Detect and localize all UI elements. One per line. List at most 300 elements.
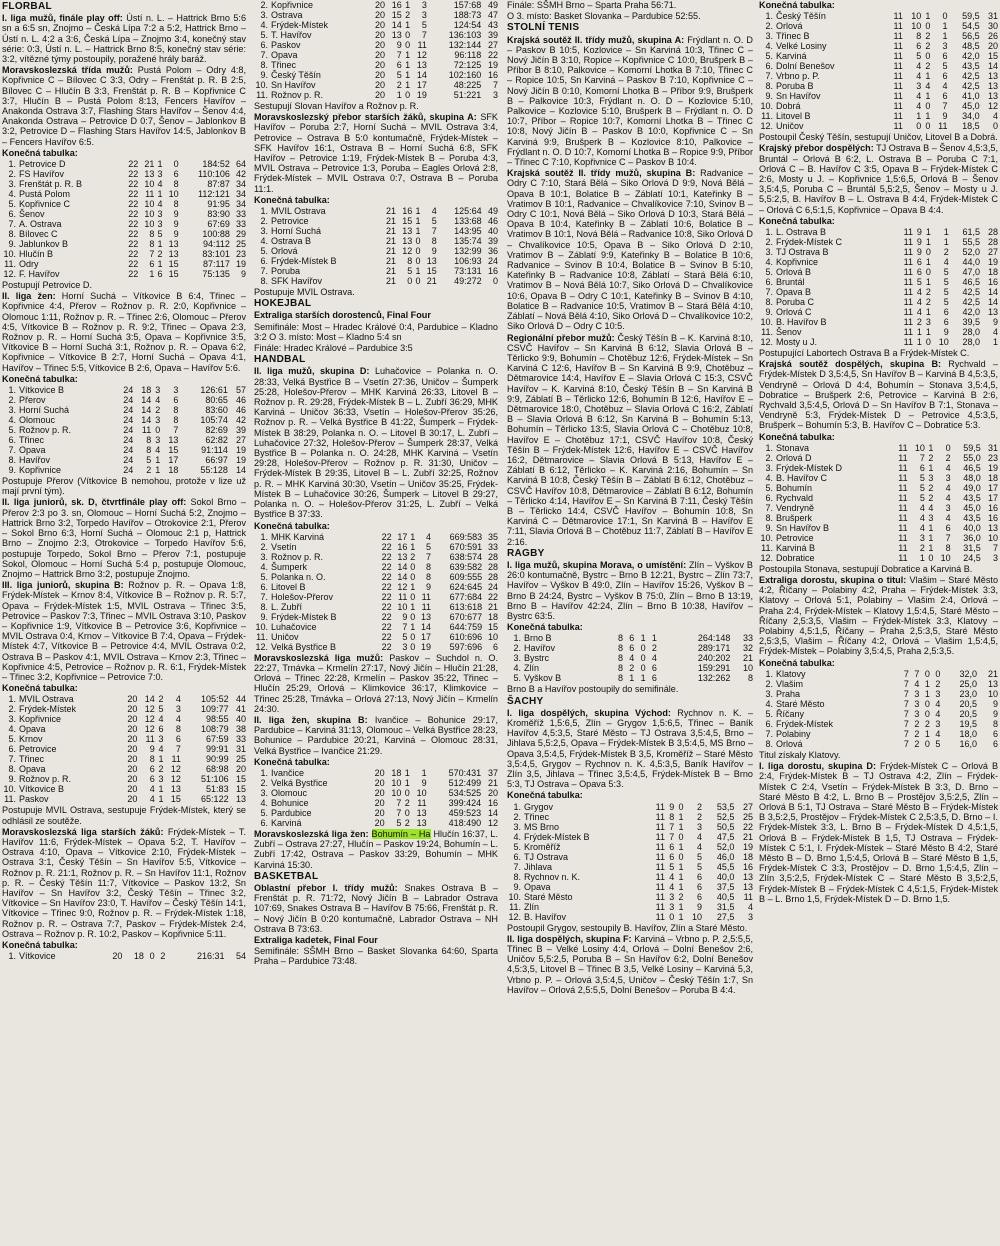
- stat-cell: 11: [903, 307, 913, 318]
- team-name: Bílovec C: [19, 229, 58, 240]
- stat-cell: 639:582: [449, 561, 483, 572]
- stat-cell: 22: [128, 229, 139, 240]
- stat-cell: 2: [935, 678, 941, 689]
- result-paragraph: [2, 476, 246, 496]
- stat-cell: 11: [893, 81, 903, 92]
- stat-cell: 33: [487, 541, 498, 552]
- team-name: Velká Bystřice: [271, 777, 328, 788]
- team-name: Krnov: [19, 734, 43, 745]
- standings-table: [759, 11, 998, 131]
- stat-cell: 5: [916, 277, 922, 288]
- stat-cell: 7: [903, 698, 909, 709]
- stat-cell: 570:431: [448, 767, 482, 778]
- team-name: Kopřivnice: [776, 257, 819, 268]
- rank: 4.: [513, 663, 521, 674]
- stat-cell: 16,0: [959, 738, 978, 749]
- stat-cell: 10: [168, 189, 179, 200]
- standings-row: [507, 902, 753, 912]
- stat-cell: 6: [396, 60, 402, 70]
- stat-cell: 0: [410, 631, 416, 642]
- rank: 10.: [3, 249, 16, 260]
- stat-cell: 20: [374, 817, 385, 828]
- team-name: Litovel B: [271, 581, 306, 592]
- rank: 8.: [260, 601, 268, 612]
- table-heading: [759, 432, 998, 442]
- stat-cell: 11: [893, 31, 903, 42]
- results-text: Postoupil Grygov, sestoupily B. Havířov, Zlín a Staré Město.: [507, 922, 748, 933]
- stat-cell: 55,0: [963, 452, 981, 463]
- stat-cell: 0: [925, 267, 931, 278]
- stat-cell: 8: [425, 561, 431, 572]
- stat-cell: 7: [425, 551, 431, 562]
- stat-cell: 3: [928, 512, 934, 523]
- stat-cell: 1: [928, 462, 934, 473]
- result-paragraph: [2, 13, 246, 64]
- team-name: Přerov: [19, 395, 46, 406]
- rank: 1.: [765, 442, 773, 453]
- stat-cell: 0: [640, 663, 646, 674]
- stat-cell: 5: [396, 70, 402, 80]
- standings-row: [507, 822, 753, 832]
- team-name: Zlín: [524, 663, 540, 674]
- rank: 5.: [260, 807, 268, 818]
- team-name: Český Těšín: [271, 70, 321, 80]
- rank: 9.: [765, 91, 773, 102]
- stat-cell: 132:144: [448, 40, 482, 50]
- standings-row: [254, 552, 498, 562]
- standings-row: [507, 802, 753, 812]
- standings-row: [759, 51, 998, 61]
- result-paragraph: [254, 310, 498, 320]
- stat-cell: 6: [158, 724, 164, 735]
- stat-cell: 1: [410, 621, 416, 632]
- stat-cell: 4: [149, 784, 155, 795]
- stat-cell: 5: [425, 541, 431, 552]
- table-heading: [254, 757, 498, 767]
- stat-cell: 11: [903, 337, 913, 348]
- stat-cell: 13: [168, 249, 179, 260]
- stat-cell: 7: [431, 226, 437, 237]
- stat-cell: 8: [146, 435, 152, 446]
- section-heading: RAGBY: [507, 547, 545, 559]
- stat-cell: 670:591: [449, 541, 483, 552]
- standings-row: [759, 533, 998, 543]
- results-text: Rychvald – Frýdek-Místek D 3,5:4,5, Sn Havířov B – Karviná B 4,5:3,5, Vendryně – Orlová D 4:4, Bohumín – Stonava 3,5:4,5, Dobratice – Brušperk 2:6, Petrovice – Karviná B 2:6, Rychvald 3,5:4,5, Orlová D – Sn Havířov B 7:1, Stonava – Vendryně 5:3, Frýdek-Místek D – Petrovice 4,5:3,5, Brušperk – Bohumín 5:3, B. Havířov C – Dobratice 5:3.: [759, 359, 998, 431]
- stat-cell: 12: [416, 50, 427, 60]
- rank: 3.: [260, 10, 268, 20]
- stat-cell: 133:68: [454, 216, 482, 227]
- standings-row: [759, 111, 998, 121]
- stat-cell: 11: [898, 452, 908, 463]
- stat-cell: 14: [144, 694, 155, 705]
- stat-cell: 1: [410, 531, 416, 542]
- stat-cell: 0: [492, 276, 498, 287]
- stat-cell: 30: [987, 21, 998, 32]
- standings-row: [254, 622, 498, 632]
- stat-cell: 9: [916, 247, 922, 258]
- rank: 8.: [8, 764, 16, 775]
- stat-cell: 132:99: [454, 246, 482, 257]
- standings-row: [759, 277, 998, 287]
- team-name: Rožnov p. R.: [271, 551, 324, 562]
- stat-cell: 15: [168, 259, 179, 270]
- standings-row: [759, 553, 998, 563]
- result-paragraph: [507, 560, 753, 621]
- rank: 3.: [260, 787, 268, 798]
- stat-cell: 4: [928, 502, 934, 513]
- stat-cell: 0: [410, 611, 416, 622]
- stat-cell: 8: [916, 31, 922, 42]
- rank: 1.: [765, 11, 773, 22]
- stat-cell: 51:83: [206, 784, 229, 795]
- rank: 3.: [260, 551, 268, 562]
- stat-cell: 11: [655, 851, 665, 862]
- stat-cell: 59,5: [962, 11, 980, 22]
- stat-cell: 21: [487, 777, 498, 788]
- stat-cell: 3: [914, 688, 920, 699]
- result-paragraph: [759, 761, 998, 904]
- standings-table: [254, 532, 498, 652]
- stat-cell: 40,0: [963, 522, 981, 533]
- stat-cell: 10: [742, 663, 753, 674]
- stat-cell: 20: [375, 30, 386, 40]
- standings-row: [507, 832, 753, 842]
- stat-cell: 159:291: [697, 663, 731, 674]
- team-name: Vsetín: [271, 541, 297, 552]
- rank: 4.: [260, 20, 268, 30]
- stat-cell: 13: [987, 91, 998, 102]
- standings-row: [2, 435, 246, 445]
- standings-row: [254, 246, 498, 256]
- stat-cell: 4: [945, 512, 951, 523]
- standings-row: [2, 754, 246, 764]
- standings-row: [759, 483, 998, 493]
- stat-cell: 16: [987, 512, 998, 523]
- stat-cell: 0: [925, 247, 931, 258]
- result-paragraph: [759, 564, 998, 574]
- stat-cell: 22: [128, 259, 139, 270]
- rank: 1.: [8, 951, 16, 962]
- stat-cell: 37: [487, 767, 498, 778]
- stat-cell: 55:128: [200, 465, 228, 476]
- stat-cell: 12: [402, 246, 413, 257]
- rank: 11.: [256, 631, 268, 642]
- standings-row: [759, 101, 998, 111]
- stat-cell: 5: [669, 861, 675, 872]
- competition-title: Krajská soutěž II. třídy mužů, skupina A:: [507, 34, 685, 45]
- stat-cell: 1: [678, 811, 684, 822]
- competition-title: Extraliga kadetek, Final Four: [254, 934, 378, 945]
- stat-cell: 2: [158, 764, 164, 775]
- stat-cell: 6: [175, 734, 181, 745]
- stat-cell: 8: [149, 239, 155, 250]
- standings-row: [254, 642, 498, 652]
- rank: 4.: [8, 415, 16, 426]
- standings-row: [759, 61, 998, 71]
- stat-cell: 24: [123, 385, 134, 396]
- stat-cell: 4: [919, 502, 925, 513]
- competition-title: Moravskoslezský přebor starších žáků, skupina A:: [254, 112, 477, 123]
- stat-cell: 31: [987, 11, 998, 22]
- stat-cell: 4: [945, 482, 951, 493]
- stat-cell: 13: [397, 551, 408, 562]
- stat-cell: 13: [987, 522, 998, 533]
- results-text: Frýdek-Místek – T. Havířov 11:6, Frýdek-Místek – Opava 5:2, T. Havířov – Ostrava 4:10, Opava – Vítkovice 2:10, Frýdek-Místek – Ostrava 3:1, Český Těšín – Sn Havířov 5:5, Vítkovice – Rožnov p. R. 21:1, Rožnov p. R. – Sn Havířov 11:1, Rožnov p. R. – Český Těšín 11:7, Vítkovice – Paskov 13:2, Sn Havířov – Sn Havířov 3:2, Český Těšín – Třinec 3:2, Vítkovice – Sn Havířov 23:0, T. Havířov – Český Těšín 14:1, Vítkovice – Třinec 9:0, Rožnov p. R. – Frýdek-Místek 1:18, Rožnov p. R. – Ostrava 7:7, Paskov – Frýdek-Místek 2:4, Ostrava – Rožnov p. R. 10:2, Paskov – Kopřivnice 5:11.: [2, 826, 246, 939]
- stat-cell: 0: [410, 561, 416, 572]
- stat-cell: 54,5: [962, 21, 980, 32]
- stat-cell: 1: [415, 216, 421, 227]
- rank: 12.: [3, 269, 16, 280]
- results-text: Pustá Polom – Odry 4:8, Kopřivnice C – Bílovec C 3:3, Odry – Frenštát p. R. B 2:5, Bílovec C – Hlučín B 3:3, Frenštát p. R. B – Kopřivnice C 3:7, Hlučín B – Pustá Polom 8:13, Fencers Havířov – Anakonda Ostrava 3:7, Flashing Stars Havířov – Šenov 4:4, Anakonda Ostrava – Petrovice D 0:7, Šenov – Jablonkov B 3:2, Petrovice D – Flashing Stars Havířov 14:5, Jablonkov B – Fencers Havířov 6:5.: [2, 65, 246, 147]
- table-heading-text: Konečná tabulka:: [2, 147, 78, 158]
- rank: 5.: [765, 51, 773, 62]
- stat-cell: 24: [487, 256, 498, 267]
- stat-cell: 1: [415, 206, 421, 217]
- rank: 1.: [260, 767, 268, 778]
- stat-cell: 22: [128, 189, 139, 200]
- stat-cell: 3: [402, 641, 408, 652]
- stat-cell: 1: [396, 90, 402, 100]
- stat-cell: 4: [629, 653, 635, 664]
- stat-cell: 65:122: [201, 794, 229, 805]
- stat-cell: 20: [127, 734, 138, 745]
- stat-cell: 51:221: [453, 90, 482, 100]
- stat-cell: 15: [426, 266, 437, 277]
- stat-cell: 1: [678, 911, 684, 922]
- stat-cell: 11: [898, 442, 908, 453]
- stat-cell: 264:148: [697, 633, 731, 644]
- team-name: Ostrava B: [271, 236, 312, 247]
- result-paragraph: [254, 653, 498, 714]
- stat-cell: 13: [420, 611, 431, 622]
- stat-cell: 34: [235, 189, 246, 200]
- rank: 3.: [8, 405, 16, 416]
- stat-cell: 22: [128, 169, 139, 180]
- stat-cell: 3: [173, 385, 179, 396]
- stat-cell: 5: [421, 20, 427, 30]
- team-name: Orlová D: [776, 452, 812, 463]
- stat-cell: 22: [381, 581, 392, 592]
- standings-table: [759, 443, 998, 563]
- stat-cell: 6: [651, 663, 657, 674]
- stat-cell: 11: [893, 91, 903, 102]
- team-name: Rožnov p. R.: [19, 425, 72, 436]
- stat-cell: 49: [487, 0, 498, 10]
- stat-cell: 21: [385, 236, 396, 247]
- stat-cell: 5: [396, 817, 402, 828]
- team-name: Petrovice D: [19, 159, 66, 170]
- stat-cell: 11: [145, 734, 155, 745]
- stat-cell: 11: [898, 522, 908, 533]
- team-name: Frýdek-Místek B: [271, 256, 337, 267]
- team-name: Horní Suchá: [19, 405, 70, 416]
- standings-table: [254, 206, 498, 286]
- standings-row: [759, 247, 998, 257]
- stat-cell: 2: [404, 797, 410, 808]
- stat-cell: 40: [487, 226, 498, 237]
- stat-cell: 1: [405, 20, 411, 30]
- team-name: T. Havířov: [271, 30, 312, 40]
- stat-cell: 2: [697, 811, 703, 822]
- standings-row: [2, 455, 246, 465]
- standings-row: [254, 0, 498, 10]
- stat-cell: 11: [655, 811, 665, 822]
- standings-row: [2, 714, 246, 724]
- stat-cell: 20: [127, 774, 138, 785]
- team-name: Orlová: [271, 246, 298, 257]
- team-name: Frýdek-Místek B: [271, 611, 337, 622]
- competition-title: II. liga juniorů, sk. D, čtvrtfinále play off:: [2, 497, 187, 508]
- standings-row: [254, 818, 498, 828]
- stat-cell: 1: [678, 881, 684, 892]
- stat-cell: 52,5: [716, 811, 735, 822]
- rank: 6.: [765, 61, 773, 72]
- rank: 11.: [761, 327, 773, 338]
- team-name: F. Havířov: [19, 269, 60, 280]
- stat-cell: 22: [128, 249, 139, 260]
- standings-row: [2, 169, 246, 179]
- stat-cell: 24: [487, 581, 498, 592]
- stat-cell: 6: [651, 673, 657, 684]
- stat-cell: 3: [155, 385, 161, 396]
- stat-cell: 0: [924, 698, 930, 709]
- stat-cell: 42: [235, 415, 246, 426]
- stat-cell: 644:759: [449, 621, 483, 632]
- stat-cell: 25: [742, 811, 753, 822]
- stat-cell: 21: [385, 256, 396, 267]
- stat-cell: 3: [421, 0, 427, 10]
- stat-cell: 34: [235, 179, 246, 190]
- stat-cell: 3: [935, 688, 941, 699]
- rank: 1.: [260, 531, 268, 542]
- stat-cell: 11: [898, 542, 908, 553]
- stat-cell: 0: [407, 276, 413, 287]
- stat-cell: 12: [170, 774, 181, 785]
- rank: 10.: [508, 891, 521, 902]
- stat-cell: 7: [175, 744, 181, 755]
- stat-cell: 20: [375, 80, 386, 90]
- stat-cell: 4: [175, 694, 181, 705]
- stat-cell: 112:121: [197, 189, 230, 200]
- stat-cell: 2: [651, 643, 657, 654]
- stat-cell: 19: [487, 60, 498, 70]
- rank: 2.: [8, 395, 16, 406]
- stat-cell: 18: [987, 472, 998, 483]
- team-name: Frenštát p. R. B: [19, 179, 83, 190]
- team-name: A. Ostrava: [19, 219, 62, 230]
- stat-cell: 6: [173, 395, 179, 406]
- stat-cell: 5: [697, 861, 703, 872]
- table-heading: [759, 658, 998, 668]
- stat-cell: 7: [903, 668, 909, 679]
- team-name: Orlová: [776, 738, 803, 749]
- result-paragraph: [254, 343, 498, 353]
- stat-cell: 1: [405, 80, 411, 90]
- stat-cell: 3: [421, 10, 427, 20]
- stat-cell: 14: [416, 70, 427, 80]
- stat-cell: 24: [123, 415, 134, 426]
- stat-cell: 8: [173, 179, 179, 190]
- rank: 1.: [765, 227, 773, 238]
- stat-cell: 5: [158, 704, 164, 715]
- stat-cell: 22: [128, 239, 139, 250]
- stat-cell: 42: [235, 169, 246, 180]
- stat-cell: 1: [157, 239, 163, 250]
- standings-row: [759, 689, 998, 699]
- stat-cell: 5: [407, 266, 413, 277]
- rank: 7.: [765, 71, 773, 82]
- stat-cell: 24: [123, 455, 134, 466]
- stat-cell: 4: [925, 81, 931, 92]
- results-text: Hlučín 16:37, L. Zubří – Ostrava 27:27, Hlučín – Paskov 19:24, Bohumín – L. Zubří 17:42, Ostrava – Paskov 33:29, Bohumín – MHK Karviná 15:30.: [254, 828, 498, 870]
- team-name: Opava: [524, 881, 551, 892]
- stat-cell: 11: [903, 257, 913, 268]
- stat-cell: 6: [942, 51, 948, 62]
- stat-cell: 50,5: [716, 821, 735, 832]
- rank: 9.: [765, 522, 773, 533]
- stat-cell: 11: [903, 237, 913, 248]
- stat-cell: 1: [925, 91, 931, 102]
- stat-cell: 2: [916, 317, 922, 328]
- standings-row: [254, 276, 498, 286]
- stat-cell: 6: [149, 259, 155, 270]
- team-name: Polabiny: [776, 728, 811, 739]
- stat-cell: 1: [405, 60, 411, 70]
- standings-row: [2, 179, 246, 189]
- team-name: Bohunice: [271, 797, 309, 808]
- stat-cell: 5: [431, 216, 437, 227]
- result-paragraph: [507, 35, 753, 168]
- standings-row: [254, 256, 498, 266]
- stat-cell: 27: [235, 435, 246, 446]
- stat-cell: 11: [898, 462, 908, 473]
- stat-cell: 11: [171, 754, 181, 765]
- stat-cell: 28: [487, 571, 498, 582]
- stat-cell: 31,5: [963, 542, 981, 553]
- stat-cell: 10: [416, 787, 427, 798]
- stat-cell: 11: [938, 121, 948, 132]
- stat-cell: 5: [919, 472, 925, 483]
- stat-cell: 7: [669, 821, 675, 832]
- rank: 3.: [765, 462, 773, 473]
- standings-row: [254, 572, 498, 582]
- stat-cell: 7: [919, 452, 925, 463]
- standings-row: [759, 473, 998, 483]
- table-heading: [759, 216, 998, 226]
- rank: 1.: [513, 801, 521, 812]
- stat-cell: 34: [235, 199, 246, 210]
- stat-cell: 19: [235, 455, 246, 466]
- team-name: Orlová: [776, 21, 803, 32]
- stat-cell: 1: [925, 257, 931, 268]
- rank: 2.: [765, 678, 773, 689]
- stat-cell: 22: [381, 611, 392, 622]
- stat-cell: 11: [903, 297, 913, 308]
- stat-cell: 7: [492, 80, 498, 90]
- stat-cell: 8: [149, 229, 155, 240]
- standings-row: [759, 543, 998, 553]
- stat-cell: 22: [381, 641, 392, 652]
- stat-cell: 21: [385, 226, 396, 237]
- stat-cell: 35: [487, 531, 498, 542]
- standings-row: [2, 395, 246, 405]
- result-paragraph: [2, 827, 246, 939]
- stat-cell: 11: [893, 21, 903, 32]
- stat-cell: 51:106: [201, 774, 229, 785]
- stat-cell: 22: [128, 219, 139, 230]
- rank: 2.: [765, 237, 773, 248]
- competition-title: I. liga mužů, finále play off:: [2, 13, 123, 24]
